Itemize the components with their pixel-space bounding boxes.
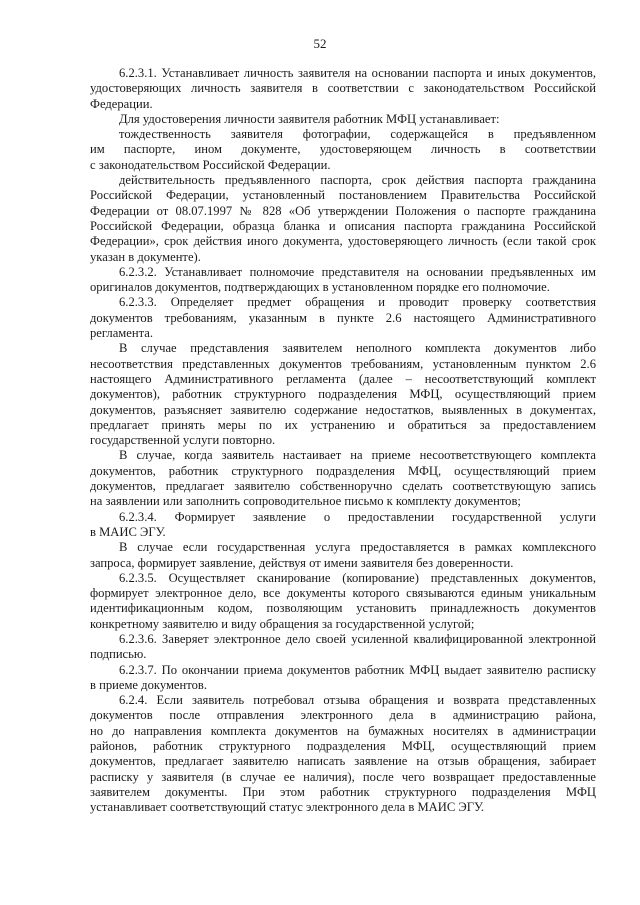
text-line: подписью.	[90, 647, 147, 662]
text-line: Федерации», срок действия иного документа, удостоверяющего личность (если такой срок	[90, 234, 596, 249]
text-line: в приеме документов.	[90, 677, 207, 692]
text-line: документов, разъясняет заявителю содержание недостатков, выявленных в документах,	[90, 402, 596, 417]
text-line: им паспорте, ином документе, удостоверяющем личность в соответствии	[90, 142, 596, 157]
text-line: документов требованиям, указанным в пункте 2.6 настоящего Административного	[90, 310, 596, 325]
text-line: документов), работник структурного подразделения МФЦ, осуществляющий прием	[90, 387, 596, 402]
text-line: документов, предлагает заявителю собственноручно сделать соответствующую запись	[90, 479, 596, 494]
text-line: расписку у заявителя (в случае ее наличия), после чего возвращает предоставленные	[90, 769, 596, 784]
text-line: 6.2.3.7. По окончании приема документов работник МФЦ выдает заявителю расписку	[119, 662, 596, 677]
text-line: несоответствия представленных документов требованиям, установленным пунктом 2.6	[90, 356, 596, 371]
text-line: в МАИС ЭГУ.	[90, 524, 166, 539]
text-line: заявителем документы. При этом работник структурного подразделения МФЦ	[90, 784, 596, 799]
text-line: В случае, когда заявитель настаивает на приеме несоответствующего комплекта	[119, 448, 596, 463]
text-line: Федерации от 08.07.1997 № 828 «Об утверждении Положения о паспорте гражданина	[90, 203, 596, 218]
text-line: удостоверяющих личность заявителя в соответствии с законодательством Российской	[90, 81, 596, 96]
text-line: действительность предъявленного паспорта, срок действия паспорта гражданина	[119, 173, 596, 188]
text-line: тождественность заявителя фотографии, содержащейся в предъявленном	[119, 127, 596, 142]
text-line: Федерации.	[90, 96, 153, 111]
text-line: 6.2.4. Если заявитель потребовал отзыва обращения и возврата представленных	[119, 693, 596, 708]
text-line: 6.2.3.5. Осуществляет сканирование (копирование) представленных документов,	[119, 570, 596, 585]
text-line: документов после отправления электронного дела в администрацию района,	[90, 708, 596, 723]
text-line: идентификационным кодом, позволяющим установить принадлежность документов	[90, 601, 596, 616]
text-line: конкретному заявителю и виду обращения за государственной услугой;	[90, 616, 475, 631]
text-line: В случае представления заявителем неполного комплекта документов либо	[119, 341, 596, 356]
text-line: с законодательством Российской Федерации.	[90, 157, 331, 172]
text-line: на заявлении или заполнить сопроводительное письмо к комплекту документов;	[90, 494, 521, 509]
text-line: регламента.	[90, 326, 153, 341]
text-line: Российской Федерации, установленный постановлением Правительства Российской	[90, 188, 596, 203]
text-line: государственной услуги повторно.	[90, 433, 276, 448]
text-line: Российской Федерации, образца бланка и описания паспорта гражданина Российской	[90, 218, 596, 233]
text-line: документов, предлагает заявителю написать заявление на отзыв обращения, забирает	[90, 754, 596, 769]
page-number: 52	[313, 36, 327, 51]
text-line: 6.2.3.3. Определяет предмет обращения и проводит проверку соответствия	[119, 295, 596, 310]
text-line: В случае если государственная услуга предоставляется в рамках комплексного	[119, 540, 596, 555]
text-line: Для удостоверения личности заявителя работник МФЦ устанавливает:	[119, 111, 500, 126]
text-line: районов, работник структурного подразделения МФЦ, осуществляющий прием	[90, 739, 596, 754]
text-line: настоящего Административного регламента (далее – несоответствующий комплект	[90, 371, 596, 386]
text-line: но до направления комплекта документов на бумажных носителях в администрации	[90, 723, 596, 738]
text-line: запроса, формирует заявление, действуя от имени заявителя без доверенности.	[90, 555, 514, 570]
text-line: 6.2.3.1. Устанавливает личность заявителя на основании паспорта и иных документов,	[119, 66, 596, 80]
body-text	[90, 66, 596, 816]
text-line: 6.2.3.4. Формирует заявление о предоставлении государственной услуги	[119, 509, 596, 524]
text-line: документов, работник структурного подразделения МФЦ, осуществляющий прием	[90, 463, 596, 478]
text-line: указан в документе).	[90, 249, 201, 264]
text-line: 6.2.3.6. Заверяет электронное дело своей усиленной квалифицированной электронной	[119, 631, 596, 646]
text-line: устанавливает соответствующий статус электронного дела в МАИС ЭГУ.	[90, 800, 485, 815]
text-line: оригиналов документов, подтверждающих в установленном порядке его полномочие.	[90, 280, 550, 295]
text-line: предлагает принять меры по их устранению и обратиться за предоставлением	[90, 417, 596, 432]
text-line: 6.2.3.2. Устанавливает полномочие представителя на основании предъявленных им	[119, 264, 596, 279]
text-line: формирует электронное дело, все документы которого связываются единым уникальным	[90, 586, 596, 601]
